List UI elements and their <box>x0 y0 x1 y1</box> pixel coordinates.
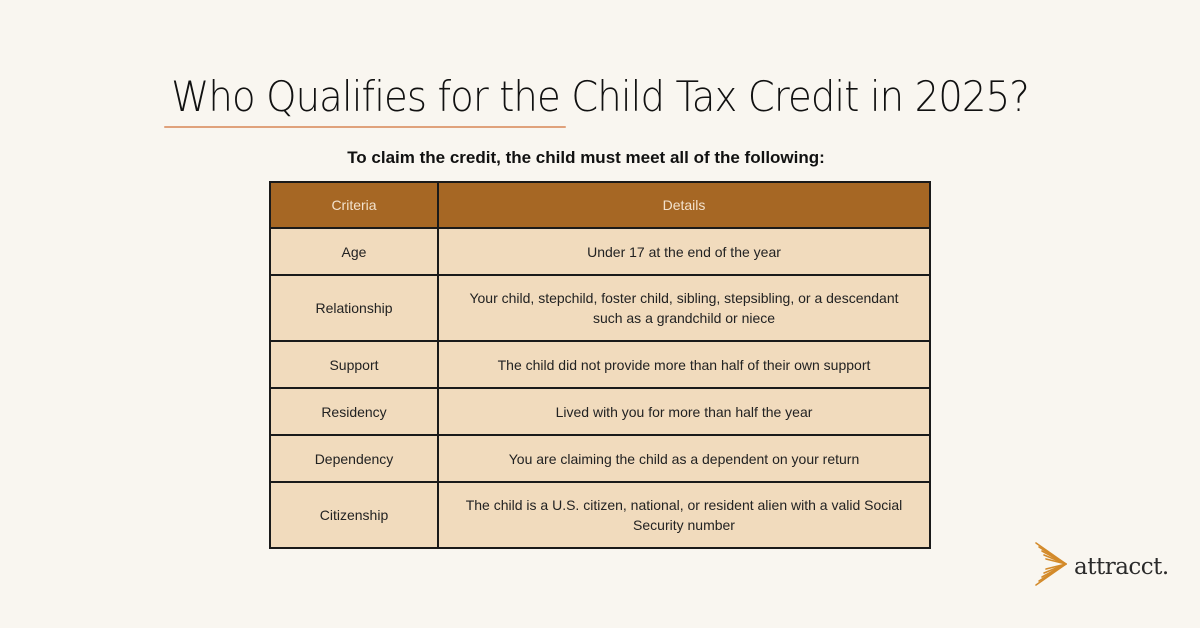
details-cell: Under 17 at the end of the year <box>438 228 930 275</box>
brand-name: attracct. <box>1074 553 1169 580</box>
table-header-row <box>270 182 930 228</box>
table-row <box>270 228 930 275</box>
table-row <box>270 341 930 388</box>
table-row <box>270 275 930 341</box>
table-row <box>270 435 930 482</box>
details-cell: Your child, stepchild, foster child, sibling, stepsibling, or a descendant such as a grandchild or niece <box>438 275 930 341</box>
details-cell: The child is a U.S. citizen, national, or resident alien with a valid Social Security number <box>438 482 930 548</box>
header-criteria: Criteria <box>270 182 438 228</box>
header-details: Details <box>438 182 930 228</box>
criteria-cell: Age <box>270 228 438 275</box>
table-row <box>270 388 930 435</box>
details-cell: Lived with you for more than half the year <box>438 388 930 435</box>
criteria-cell: Residency <box>270 388 438 435</box>
brand-logo <box>1034 541 1169 592</box>
criteria-cell: Dependency <box>270 435 438 482</box>
subtitle: To claim the credit, the child must meet all of the following: <box>347 148 825 167</box>
arrow-fan-icon <box>1034 541 1068 592</box>
criteria-cell: Relationship <box>270 275 438 341</box>
table-row <box>270 482 930 548</box>
details-cell: You are claiming the child as a dependent on your return <box>438 435 930 482</box>
criteria-cell: Citizenship <box>270 482 438 548</box>
criteria-cell: Support <box>270 341 438 388</box>
page-title: Who Qualifies for the Child Tax Credit in 2025? <box>171 72 1029 121</box>
title-underline <box>164 126 566 128</box>
details-cell: The child did not provide more than half of their own support <box>438 341 930 388</box>
criteria-table <box>269 181 931 549</box>
